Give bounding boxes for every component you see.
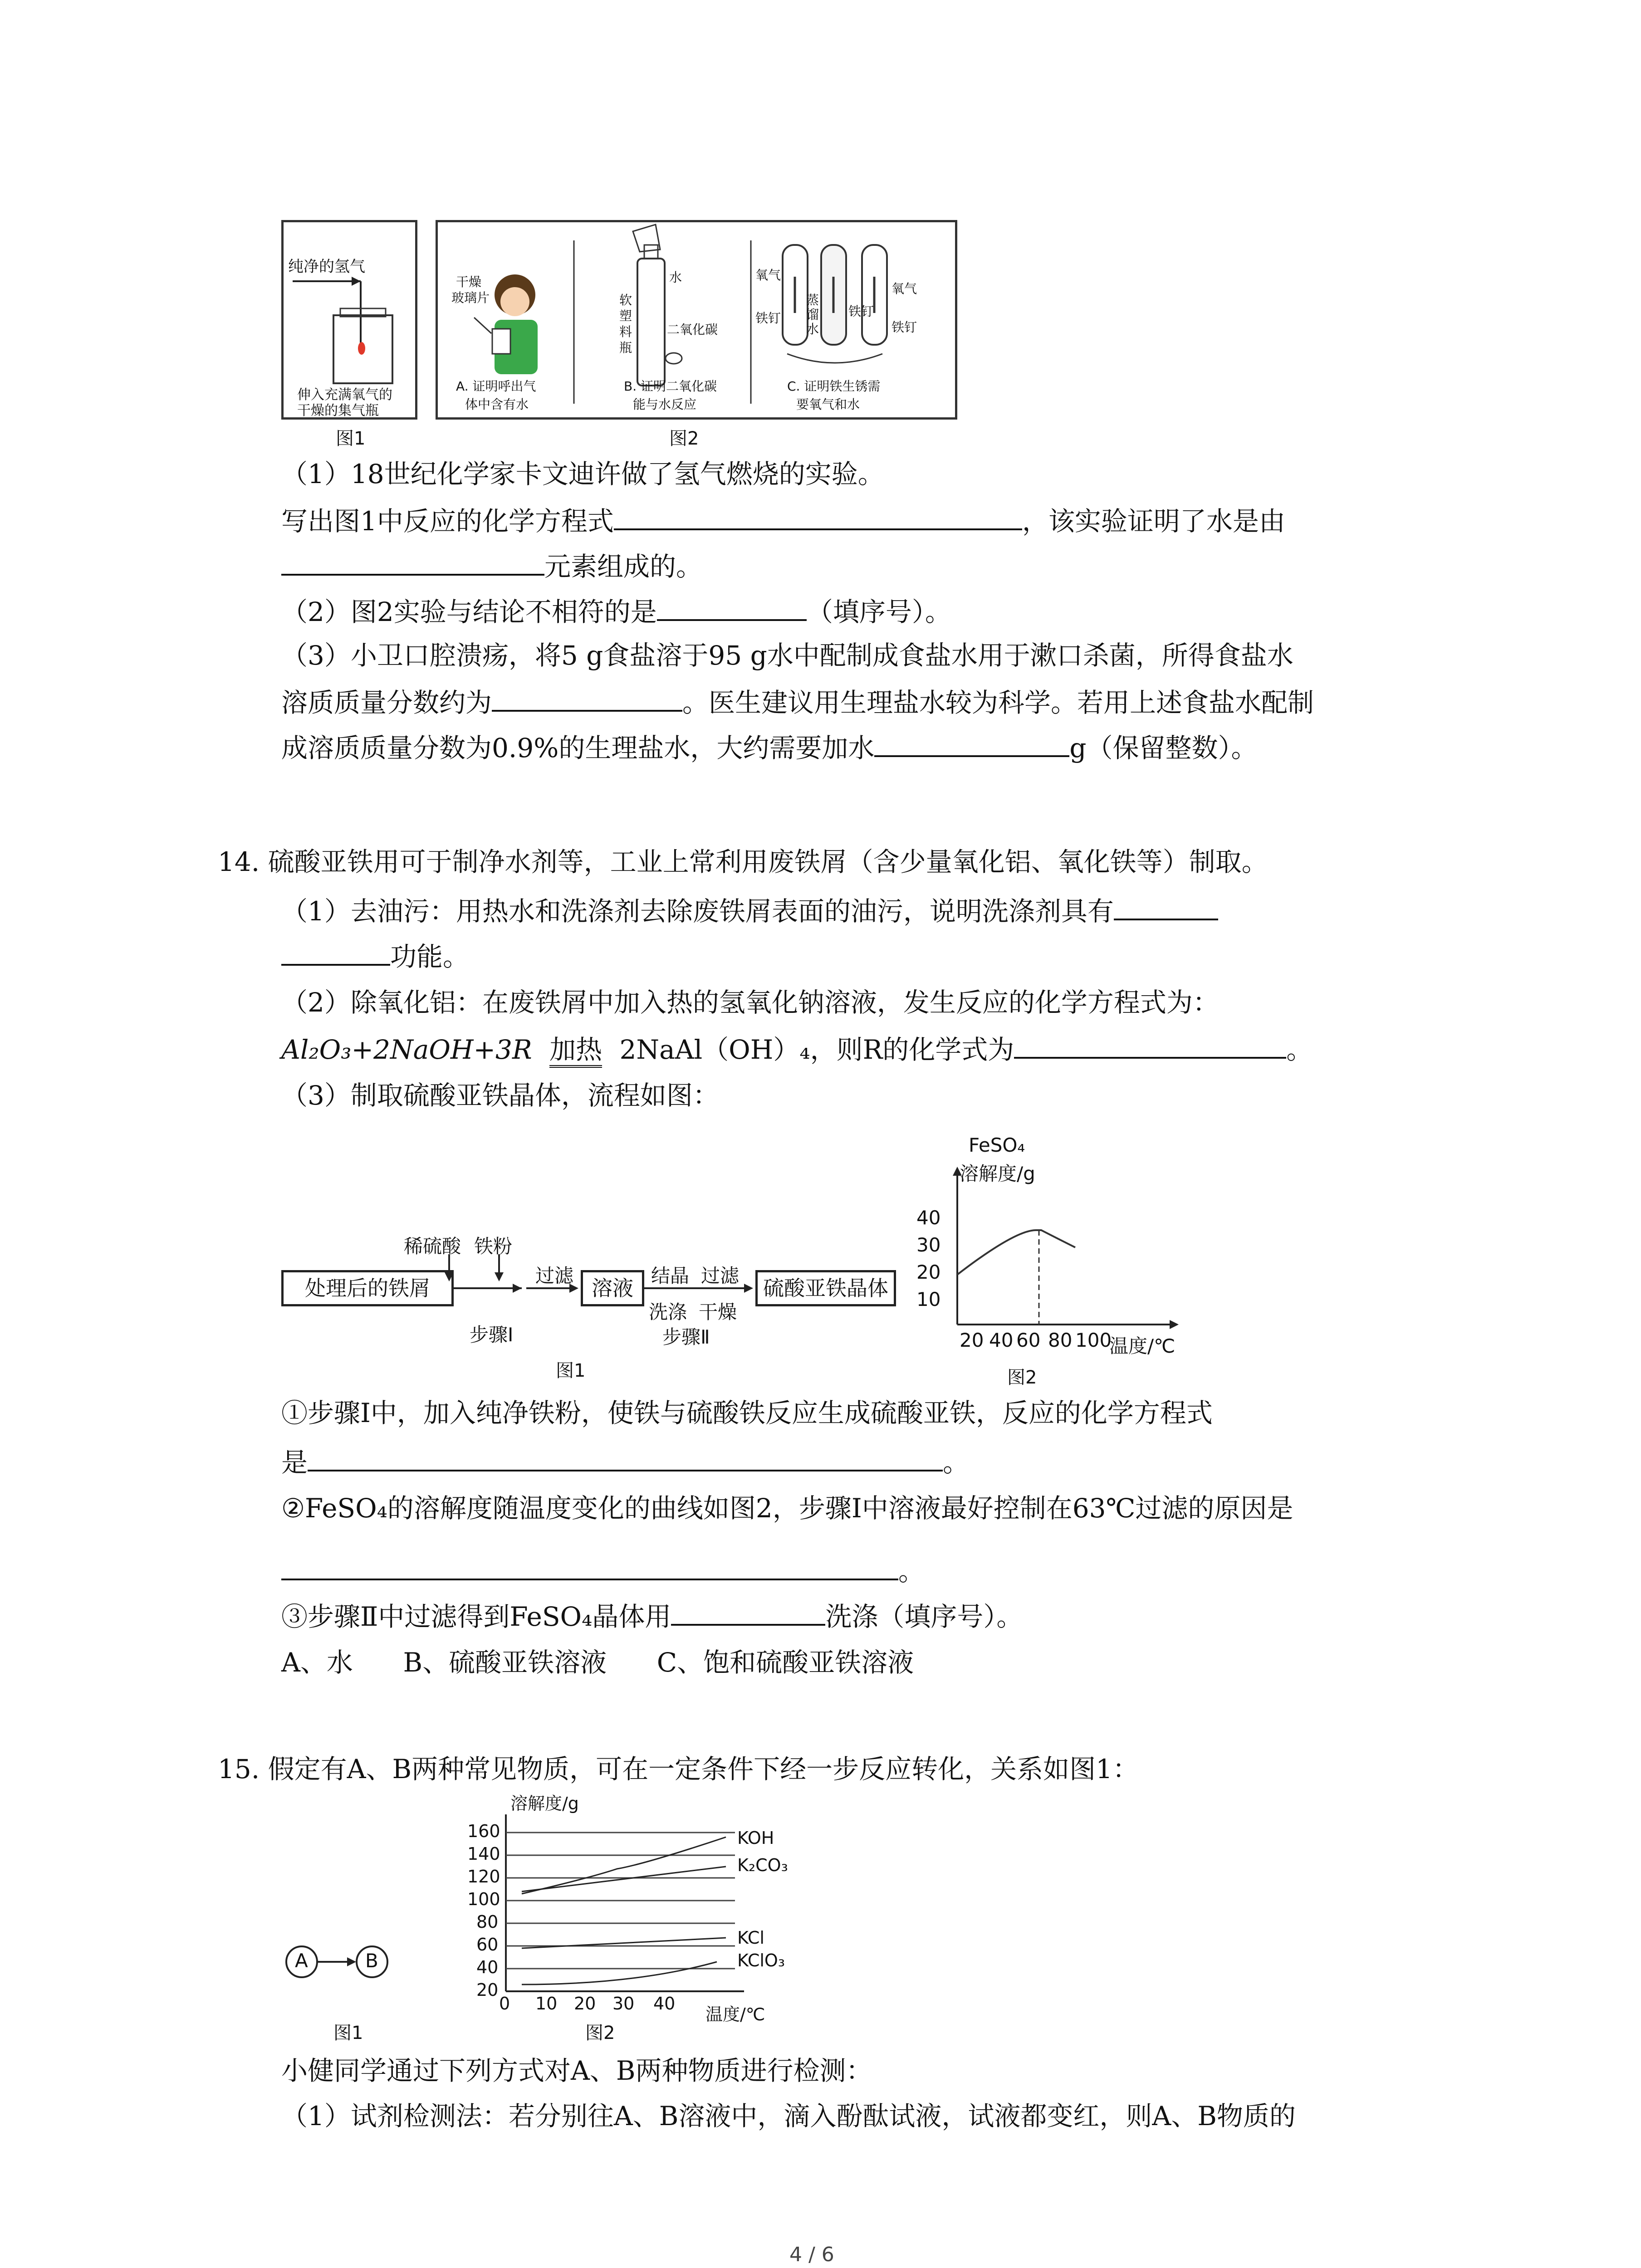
q15-y120: 120 bbox=[467, 1867, 500, 1887]
q13-part3-line1: （3）小卫口腔溃疡，将5 g食盐溶于95 g水中配制成食盐水用于漱口杀菌，所得食盐水 bbox=[281, 640, 1293, 671]
q15-y60: 60 bbox=[476, 1935, 499, 1955]
q13-p3c: 。医生建议用生理盐水较为科学。若用上述食盐水配制 bbox=[682, 687, 1314, 718]
q13-p3b: 溶质质量分数约为 bbox=[281, 687, 492, 718]
nail-label-left: 铁钉 bbox=[755, 311, 781, 326]
wash-blank[interactable] bbox=[671, 1597, 825, 1626]
q15-y160: 160 bbox=[467, 1821, 500, 1841]
q14-step3 bbox=[281, 1597, 1023, 1635]
q15-y140: 140 bbox=[467, 1844, 500, 1864]
a-caption1: A. 证明呼出气 bbox=[456, 379, 536, 394]
flow-filter1: 过滤 bbox=[535, 1265, 574, 1287]
flow-product-box: 硫酸亚铁晶体 bbox=[755, 1270, 896, 1306]
q14-step2-line2 bbox=[281, 1551, 925, 1589]
q14-s3a: ③步骤Ⅱ中过滤得到FeSO₄晶体用 bbox=[281, 1601, 671, 1632]
co2-label: 二氧化碳 bbox=[667, 322, 718, 337]
feso4-y20: 20 bbox=[916, 1261, 941, 1283]
flow-fig-number: 图1 bbox=[556, 1360, 586, 1381]
q15-b: B bbox=[365, 1950, 378, 1972]
q13-p2a: （2）图2实验与结论不相符的是 bbox=[281, 596, 657, 627]
water-label: 水 bbox=[669, 270, 682, 285]
q15-solubility-chart bbox=[499, 1810, 753, 2009]
glass-label2: 玻璃片 bbox=[451, 290, 490, 305]
c-caption2: 要氧气和水 bbox=[796, 397, 860, 412]
q14-part3: （3）制取硫酸亚铁晶体，流程如图： bbox=[281, 1080, 719, 1111]
q15-fig2-number: 图2 bbox=[585, 2023, 615, 2043]
feso4-x60: 60 bbox=[1016, 1329, 1041, 1351]
q15-x0: 0 bbox=[499, 1994, 510, 2014]
b-caption2: 能与水反应 bbox=[633, 397, 697, 412]
flow-iron: 铁粉 bbox=[474, 1235, 513, 1257]
feso4-x40: 40 bbox=[989, 1329, 1014, 1351]
feso4-x100: 100 bbox=[1075, 1329, 1112, 1351]
iron-equation-blank[interactable] bbox=[308, 1442, 943, 1471]
fig1-caption-line2: 干燥的集气瓶 bbox=[297, 403, 379, 419]
flow-step2: 步骤Ⅱ bbox=[662, 1326, 710, 1348]
eq-left: Al₂O₃+2NaOH+3R bbox=[281, 1034, 532, 1065]
feso4-xlabel: 温度/℃ bbox=[1109, 1335, 1176, 1357]
nail-label-right: 铁钉 bbox=[892, 320, 917, 335]
q14-s2b: 。 bbox=[898, 1556, 925, 1587]
bottle-label-0: 软 bbox=[619, 293, 632, 308]
q14-s3b: 洗涤（填序号）。 bbox=[825, 1601, 1023, 1632]
eq-condition: 加热 bbox=[549, 1034, 602, 1068]
q14-s1b: 是 bbox=[281, 1447, 308, 1478]
q15-a: A bbox=[295, 1950, 308, 1972]
feso4-y40: 40 bbox=[916, 1207, 941, 1229]
feso4-fig-number: 图2 bbox=[1007, 1367, 1037, 1388]
q15-y100: 100 bbox=[467, 1889, 500, 1909]
fig1-number: 图1 bbox=[336, 428, 366, 449]
distilled-2: 水 bbox=[806, 322, 819, 337]
oxygen-label-right: 氧气 bbox=[892, 281, 917, 296]
q13-p2b: （填序号）。 bbox=[806, 596, 951, 627]
q14-step2-line1: ②FeSO₄的溶解度随温度变化的曲线如图2，步骤Ⅰ中溶液最好控制在63℃过滤的原因是 bbox=[281, 1493, 1293, 1524]
q13-p1c: ，该实验证明了水是由 bbox=[1022, 506, 1285, 537]
q14-step1-line1: ①步骤Ⅰ中，加入纯净铁粉，使铁与硫酸铁反应生成硫酸亚铁，反应的化学方程式 bbox=[281, 1398, 1213, 1428]
distilled-0: 蒸 bbox=[806, 293, 819, 308]
q13-p1b: 写出图1中反应的化学方程式 bbox=[281, 506, 614, 537]
flow-dry: 干燥 bbox=[699, 1301, 737, 1323]
feso4-title2: 溶解度/g bbox=[960, 1163, 1035, 1185]
q14-p1a: （1）去油污：用热水和洗涤剂去除废铁屑表面的油污，说明洗涤剂具有 bbox=[281, 896, 1114, 927]
q14-options: A、水 B、硫酸亚铁溶液 C、饱和硫酸亚铁溶液 bbox=[281, 1647, 914, 1678]
flow-start-box: 处理后的铁屑 bbox=[281, 1270, 454, 1306]
b-caption1: B. 证明二氧化碳 bbox=[624, 379, 717, 394]
q15-y80: 80 bbox=[476, 1912, 499, 1932]
q15-stem: 15. 假定有A、B两种常见物质，可在一定条件下经一步反应转化，关系如图1： bbox=[218, 1754, 1139, 1784]
flow-crystal: 结晶 bbox=[651, 1265, 690, 1287]
q13-part1: （1）18世纪化学家卡文迪许做了氢气燃烧的实验。 bbox=[281, 459, 884, 489]
fig1-caption-line1: 伸入充满氧气的 bbox=[297, 387, 392, 403]
hydrogen-label: 纯净的氢气 bbox=[288, 258, 365, 276]
q15-fig1-number: 图1 bbox=[333, 2023, 363, 2043]
q15-x30: 30 bbox=[612, 1994, 635, 2014]
q13-p3e: g（保留整数）。 bbox=[1069, 733, 1258, 763]
fig2-number: 图2 bbox=[669, 428, 699, 449]
bottle-label-3: 瓶 bbox=[619, 340, 632, 355]
feso4-title1: FeSO₄ bbox=[969, 1134, 1025, 1156]
series-kclo3: KClO₃ bbox=[737, 1950, 785, 1970]
nail-label-mid: 铁钉 bbox=[848, 304, 874, 319]
feso4-y10: 10 bbox=[916, 1288, 941, 1310]
q15-sol-ylabel: 溶解度/g bbox=[510, 1794, 579, 1813]
feso4-x20: 20 bbox=[960, 1329, 984, 1351]
q13-p1d: 元素组成的。 bbox=[544, 551, 703, 582]
flow-acid: 稀硫酸 bbox=[404, 1235, 461, 1257]
series-kcl: KCl bbox=[737, 1928, 764, 1948]
page-footer: 4 / 6 bbox=[789, 2243, 834, 2266]
flow-step1: 步骤Ⅰ bbox=[470, 1324, 514, 1346]
c-caption1: C. 证明铁生锈需 bbox=[787, 379, 881, 394]
bottle-label-2: 料 bbox=[619, 324, 632, 339]
series-k2co3: K₂CO₃ bbox=[737, 1855, 788, 1875]
q15-y20: 20 bbox=[476, 1980, 499, 2000]
q15-xlabel: 温度/℃ bbox=[705, 2004, 765, 2024]
q14-stem: 14. 硫酸亚铁用可于制净水剂等，工业上常利用废铁屑（含少量氧化铝、氧化铁等）制取。 bbox=[218, 846, 1268, 877]
feso4-y30: 30 bbox=[916, 1234, 941, 1256]
q15-intro: 小健同学通过下列方式对A、B两种物质进行检测： bbox=[281, 2055, 872, 2086]
q15-y40: 40 bbox=[476, 1957, 499, 1977]
q14-p1b: 功能。 bbox=[390, 941, 470, 972]
q14-step1-line2 bbox=[281, 1442, 969, 1481]
oxygen-label-left: 氧气 bbox=[755, 268, 781, 283]
distilled-1: 馏 bbox=[806, 307, 819, 322]
q14-part2: （2）除氧化铝：在废铁屑中加入热的氢氧化钠溶液，发生反应的化学方程式为： bbox=[281, 987, 1219, 1018]
a-caption2: 体中含有水 bbox=[465, 397, 529, 412]
flow-wash: 洗涤 bbox=[649, 1301, 687, 1323]
flow-filter2: 过滤 bbox=[701, 1265, 740, 1287]
q15-x10: 10 bbox=[535, 1994, 558, 2014]
q14-s1c: 。 bbox=[943, 1447, 970, 1478]
q15-x20: 20 bbox=[574, 1994, 596, 2014]
flow-solution-box: 溶液 bbox=[581, 1270, 644, 1306]
series-koh: KOH bbox=[737, 1828, 774, 1848]
q13-p3d: 成溶质质量分数为0.9%的生理盐水，大约需要加水 bbox=[281, 733, 875, 763]
eq-end: 。 bbox=[1286, 1034, 1313, 1065]
bottle-label-1: 塑 bbox=[619, 308, 632, 323]
q15-x40: 40 bbox=[653, 1994, 676, 2014]
feso4-solubility-chart bbox=[930, 1161, 1184, 1352]
q15-part1: （1）试剂检测法：若分别往A、B溶液中，滴入酚酞试液，试液都变红，则A、B物质的 bbox=[281, 2101, 1296, 2131]
feso4-x80: 80 bbox=[1048, 1329, 1073, 1351]
eq-right: 2NaAl（OH）₄，则R的化学式为 bbox=[619, 1034, 1014, 1065]
reason-blank[interactable] bbox=[281, 1551, 898, 1580]
glass-label1: 干燥 bbox=[456, 274, 482, 289]
